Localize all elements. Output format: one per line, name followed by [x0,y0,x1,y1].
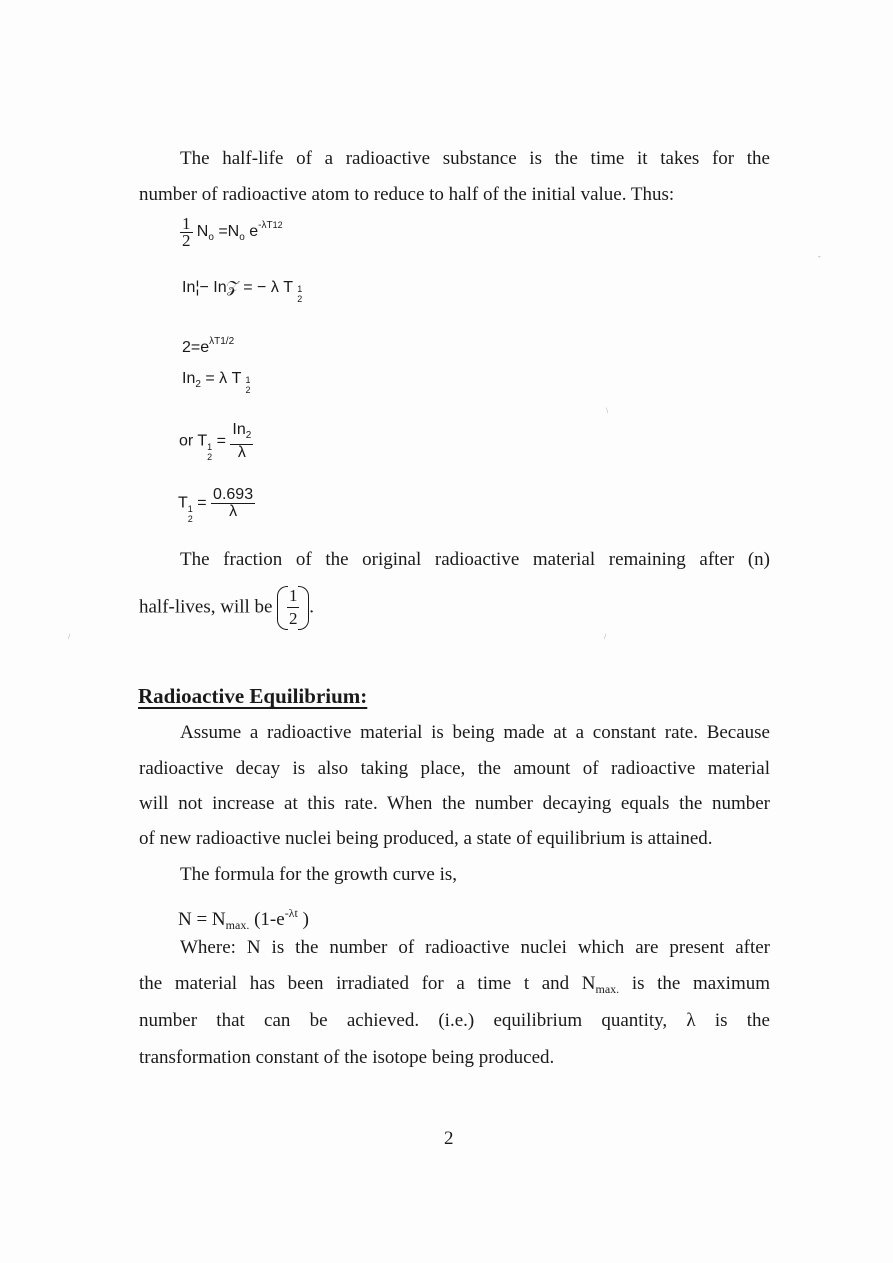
equilibrium-line-1: Assume a radioactive material is being made at a constant rate. Because [180,722,770,743]
equation-6: T 1 2 = $\frac{0.693}{\lambda}$ [178,486,254,524]
scan-speck: / [604,632,607,641]
where-line-4: transformation constant of the isotope being produced. [139,1047,555,1068]
fraction-line-1: The fraction of the original radioactive material remaining after (n) [180,549,770,570]
scan-speck: - [818,252,821,261]
formula-intro: The formula for the growth curve is, [180,864,457,885]
half-power-expression: $\frac{1}{2}$ [277,584,309,632]
equilibrium-line-3: will not increase at this rate. When the number decaying equals the number [139,793,770,814]
equilibrium-line-4: of new radioactive nuclei being produced, a state of equilibrium is attained. [139,828,713,849]
halflife-line-1: The half-life of a radioactive substance is the time it takes for the [180,148,770,169]
where-line-2: the material has been irradiated for a time t and $N_{max.}$ is the maximum [139,973,771,996]
halflife-line-2: number of radioactive atom to reduce to half of the initial value. Thus: [139,184,675,205]
equation-1: $\frac{1}{2}$ $N_o =N_o$ $e^{-\lambda T12}$ [182,214,283,250]
scan-speck: / [68,632,71,641]
equation-2: In¦− In𝒵 = − λ T 1 2 [182,279,303,304]
equilibrium-line-2: radioactive decay is also taking place, the amount of radioactive material [139,758,770,779]
section-heading: Radioactive Equilibrium: [138,684,368,708]
where-line-3: number that can be achieved. (i.e.) equilibrium quantity, λ is the [139,1010,770,1031]
fraction-line-2: half-lives, will be $\frac{1}{2}$ . [139,584,314,632]
growth-formula: $N = N_{max.}$ ($1-e^{-\lambda t}$ ) [178,906,309,932]
equation-5: or T 1 2 = $\frac{In_2}{\lambda}$ [179,421,252,462]
scan-speck: \ [606,406,609,415]
page-number: 2 [444,1128,454,1149]
equation-3: $2=e^{\lambda T1/2}$ [182,336,235,356]
equation-1-fraction: $\frac{1}{2}$ [182,214,191,250]
equation-4: $In_2 = \lambda$ T 1 2 [182,370,251,395]
where-line-1: Where: N is the number of radioactive nuclei which are present after [180,937,770,958]
